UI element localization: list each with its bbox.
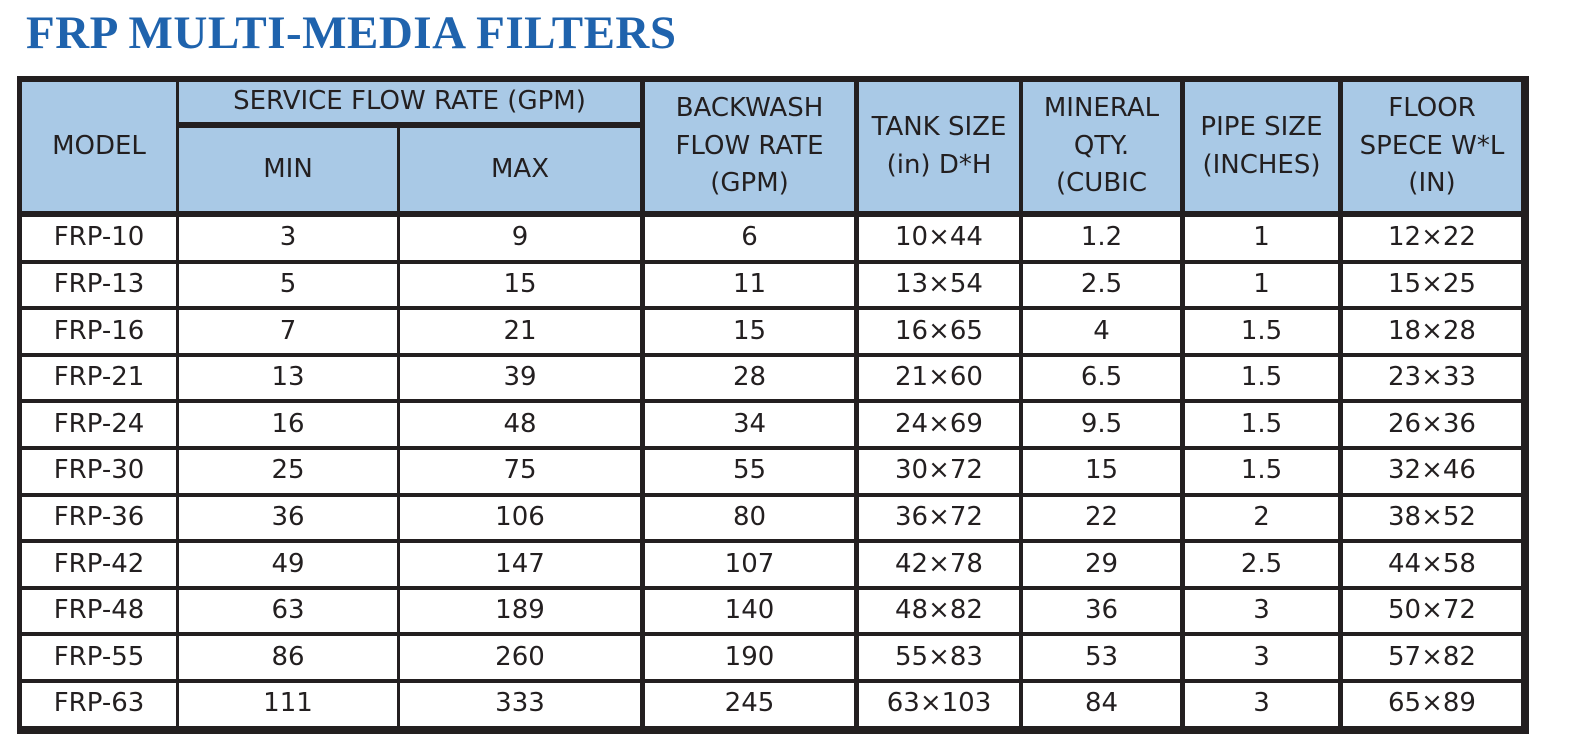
- cell-pipe-size: 1.5: [1185, 310, 1338, 353]
- header-tank-size-line: TANK SIZE: [871, 111, 1007, 142]
- cell-model: FRP-36: [22, 497, 176, 540]
- cell-max-gpm: 189: [400, 590, 640, 633]
- cell-floor-space: 50×72: [1343, 590, 1521, 633]
- cell-min-gpm: 5: [179, 264, 397, 307]
- cell-model: FRP-24: [22, 403, 176, 446]
- cell-mineral-qty: 53: [1023, 636, 1180, 679]
- cell-tank-size: 36×72: [859, 497, 1019, 540]
- cell-floor-space: 15×25: [1343, 264, 1521, 307]
- cell-min-gpm: 111: [179, 683, 397, 726]
- cell-min-gpm: 25: [179, 450, 397, 493]
- cell-pipe-size: 1: [1185, 217, 1338, 260]
- cell-floor-space: 38×52: [1343, 497, 1521, 540]
- cell-pipe-size: 2.5: [1185, 543, 1338, 586]
- cell-backwash-gpm: 107: [645, 543, 854, 586]
- cell-tank-size: 55×83: [859, 636, 1019, 679]
- cell-pipe-size: 3: [1185, 683, 1338, 726]
- cell-backwash-gpm: 140: [645, 590, 854, 633]
- header-mineral-qty-line: QTY.: [1073, 130, 1130, 161]
- cell-model: FRP-13: [22, 264, 176, 307]
- cell-tank-size: 21×60: [859, 357, 1019, 400]
- cell-backwash-gpm: 34: [645, 403, 854, 446]
- cell-tank-size: 63×103: [859, 683, 1019, 726]
- page-title: FRP MULTI-MEDIA FILTERS: [26, 7, 677, 59]
- cell-min-gpm: 86: [179, 636, 397, 679]
- header-mineral-qty: [1023, 82, 1180, 211]
- header-mineral-qty-line: (CUBIC: [1055, 168, 1147, 199]
- cell-min-gpm: 36: [179, 497, 397, 540]
- cell-min-gpm: 7: [179, 310, 397, 353]
- cell-backwash-gpm: 245: [645, 683, 854, 726]
- cell-max-gpm: 333: [400, 683, 640, 726]
- cell-floor-space: 23×33: [1343, 357, 1521, 400]
- cell-model: FRP-48: [22, 590, 176, 633]
- cell-backwash-gpm: 15: [645, 310, 854, 353]
- cell-mineral-qty: 29: [1023, 543, 1180, 586]
- cell-max-gpm: 15: [400, 264, 640, 307]
- cell-tank-size: 13×54: [859, 264, 1019, 307]
- cell-floor-space: 65×89: [1343, 683, 1521, 726]
- cell-min-gpm: 13: [179, 357, 397, 400]
- header-floor-space-line: (IN): [1408, 168, 1456, 199]
- cell-pipe-size: 3: [1185, 590, 1338, 633]
- cell-backwash-gpm: 190: [645, 636, 854, 679]
- cell-mineral-qty: 2.5: [1023, 264, 1180, 307]
- cell-mineral-qty: 22: [1023, 497, 1180, 540]
- header-pipe-size: [1185, 82, 1338, 211]
- header-pipe-size-line: PIPE SIZE: [1200, 111, 1323, 142]
- header-min: MIN: [179, 128, 397, 211]
- header-tank-size: [859, 82, 1019, 211]
- cell-tank-size: 48×82: [859, 590, 1019, 633]
- cell-max-gpm: 21: [400, 310, 640, 353]
- header-pipe-size-line: (INCHES): [1202, 149, 1321, 180]
- cell-mineral-qty: 15: [1023, 450, 1180, 493]
- cell-mineral-qty: 6.5: [1023, 357, 1180, 400]
- cell-backwash-gpm: 28: [645, 357, 854, 400]
- cell-max-gpm: 39: [400, 357, 640, 400]
- header-floor-space: [1343, 82, 1521, 211]
- cell-model: FRP-10: [22, 217, 176, 260]
- cell-floor-space: 44×58: [1343, 543, 1521, 586]
- cell-floor-space: 12×22: [1343, 217, 1521, 260]
- header-floor-space-line: SPECE W*L: [1359, 130, 1505, 161]
- cell-pipe-size: 1.5: [1185, 450, 1338, 493]
- cell-tank-size: 16×65: [859, 310, 1019, 353]
- cell-mineral-qty: 9.5: [1023, 403, 1180, 446]
- cell-min-gpm: 49: [179, 543, 397, 586]
- cell-pipe-size: 1.5: [1185, 357, 1338, 400]
- cell-min-gpm: 3: [179, 217, 397, 260]
- cell-mineral-qty: 36: [1023, 590, 1180, 633]
- spec-table: [17, 76, 1529, 734]
- header-service-flow-rate: SERVICE FLOW RATE (GPM): [179, 82, 640, 122]
- header-backwash-line: (GPM): [710, 168, 789, 199]
- cell-backwash-gpm: 55: [645, 450, 854, 493]
- cell-model: FRP-42: [22, 543, 176, 586]
- cell-mineral-qty: 1.2: [1023, 217, 1180, 260]
- cell-pipe-size: 1.5: [1185, 403, 1338, 446]
- cell-max-gpm: 48: [400, 403, 640, 446]
- cell-model: FRP-55: [22, 636, 176, 679]
- cell-max-gpm: 260: [400, 636, 640, 679]
- cell-pipe-size: 3: [1185, 636, 1338, 679]
- cell-tank-size: 42×78: [859, 543, 1019, 586]
- cell-pipe-size: 2: [1185, 497, 1338, 540]
- header-backwash-line: FLOW RATE: [675, 130, 824, 161]
- cell-max-gpm: 9: [400, 217, 640, 260]
- cell-mineral-qty: 84: [1023, 683, 1180, 726]
- cell-max-gpm: 106: [400, 497, 640, 540]
- cell-max-gpm: 75: [400, 450, 640, 493]
- header-mineral-qty-line: MINERAL: [1043, 92, 1160, 123]
- cell-max-gpm: 147: [400, 543, 640, 586]
- header-model: MODEL: [22, 82, 176, 211]
- cell-floor-space: 18×28: [1343, 310, 1521, 353]
- cell-pipe-size: 1: [1185, 264, 1338, 307]
- cell-floor-space: 26×36: [1343, 403, 1521, 446]
- header-max: MAX: [400, 128, 640, 211]
- cell-tank-size: 30×72: [859, 450, 1019, 493]
- header-backwash-line: BACKWASH: [675, 92, 824, 123]
- cell-backwash-gpm: 80: [645, 497, 854, 540]
- cell-model: FRP-21: [22, 357, 176, 400]
- cell-model: FRP-63: [22, 683, 176, 726]
- cell-floor-space: 57×82: [1343, 636, 1521, 679]
- cell-tank-size: 10×44: [859, 217, 1019, 260]
- cell-backwash-gpm: 6: [645, 217, 854, 260]
- cell-model: FRP-16: [22, 310, 176, 353]
- cell-backwash-gpm: 11: [645, 264, 854, 307]
- cell-mineral-qty: 4: [1023, 310, 1180, 353]
- cell-min-gpm: 63: [179, 590, 397, 633]
- cell-floor-space: 32×46: [1343, 450, 1521, 493]
- cell-model: FRP-30: [22, 450, 176, 493]
- header-tank-size-line: (in) D*H: [886, 149, 992, 180]
- cell-tank-size: 24×69: [859, 403, 1019, 446]
- header-floor-space-line: FLOOR: [1388, 92, 1476, 123]
- cell-min-gpm: 16: [179, 403, 397, 446]
- header-backwash: [645, 82, 854, 211]
